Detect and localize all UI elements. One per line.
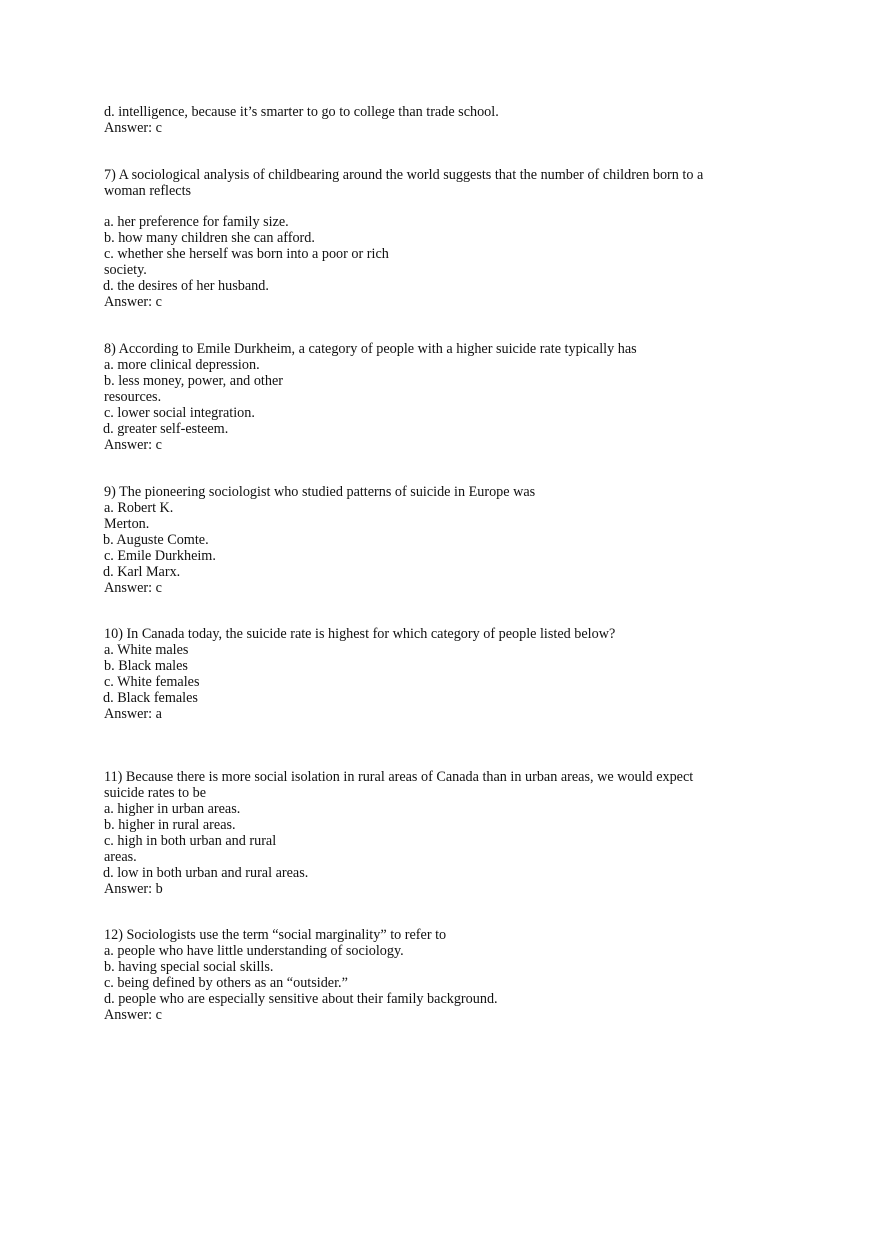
question-10: 10) In Canada today, the suicide rate is highest for which category of people listed below?: [104, 626, 616, 642]
question-9: 9) The pioneering sociologist who studied patterns of suicide in Europe was: [104, 484, 536, 500]
option-d: d. low in both urban and rural areas.: [103, 865, 309, 881]
question-12: 12) Sociologists use the term “social marginality” to refer to: [104, 927, 447, 943]
question-7-cont: woman reflects: [104, 183, 192, 199]
option-d: d. Karl Marx.: [103, 564, 181, 580]
answer: Answer: c: [104, 120, 162, 136]
option-d: d. Black females: [103, 690, 198, 706]
question-11-cont: suicide rates to be: [104, 785, 207, 801]
question-8: 8) According to Emile Durkheim, a category of people with a higher suicide rate typically has: [104, 341, 637, 357]
answer: Answer: c: [104, 294, 162, 310]
answer: Answer: a: [104, 706, 162, 722]
answer: Answer: c: [104, 580, 162, 596]
option-c: c. high in both urban and rural: [104, 833, 277, 849]
option-a: a. people who have little understanding of sociology.: [104, 943, 404, 959]
question-7: 7) A sociological analysis of childbearing around the world suggests that the number of children born to a: [104, 167, 704, 183]
option-b-cont: resources.: [104, 389, 162, 405]
option-c: c. Emile Durkheim.: [104, 548, 216, 564]
option-a-cont: Merton.: [104, 516, 150, 532]
option-b: b. how many children she can afford.: [104, 230, 315, 246]
option-b: b. having special social skills.: [104, 959, 274, 975]
option-a: a. Robert K.: [104, 500, 174, 516]
answer: Answer: b: [104, 881, 163, 897]
option-b: b. higher in rural areas.: [104, 817, 236, 833]
option-c: c. White females: [104, 674, 200, 690]
option-d: d. people who are especially sensitive about their family background.: [104, 991, 498, 1007]
option-c-cont: areas.: [104, 849, 137, 865]
question-11: 11) Because there is more social isolation in rural areas of Canada than in urban areas, we would expect: [104, 769, 694, 785]
option-a: a. her preference for family size.: [104, 214, 289, 230]
answer: Answer: c: [104, 437, 162, 453]
answer: Answer: c: [104, 1007, 162, 1023]
option-d: d. the desires of her husband.: [103, 278, 269, 294]
option-a: a. higher in urban areas.: [104, 801, 241, 817]
option-b: b. Auguste Comte.: [103, 532, 209, 548]
option-a: a. White males: [104, 642, 189, 658]
option-d: d. greater self-esteem.: [103, 421, 229, 437]
option-c-cont: society.: [104, 262, 147, 278]
option-b: b. less money, power, and other: [104, 373, 283, 389]
option-c: c. lower social integration.: [104, 405, 255, 421]
option-d: d. intelligence, because it’s smarter to go to college than trade school.: [104, 104, 499, 120]
option-c: c. whether she herself was born into a poor or rich: [104, 246, 389, 262]
option-c: c. being defined by others as an “outsider.”: [104, 975, 348, 991]
option-b: b. Black males: [104, 658, 188, 674]
option-a: a. more clinical depression.: [104, 357, 260, 373]
